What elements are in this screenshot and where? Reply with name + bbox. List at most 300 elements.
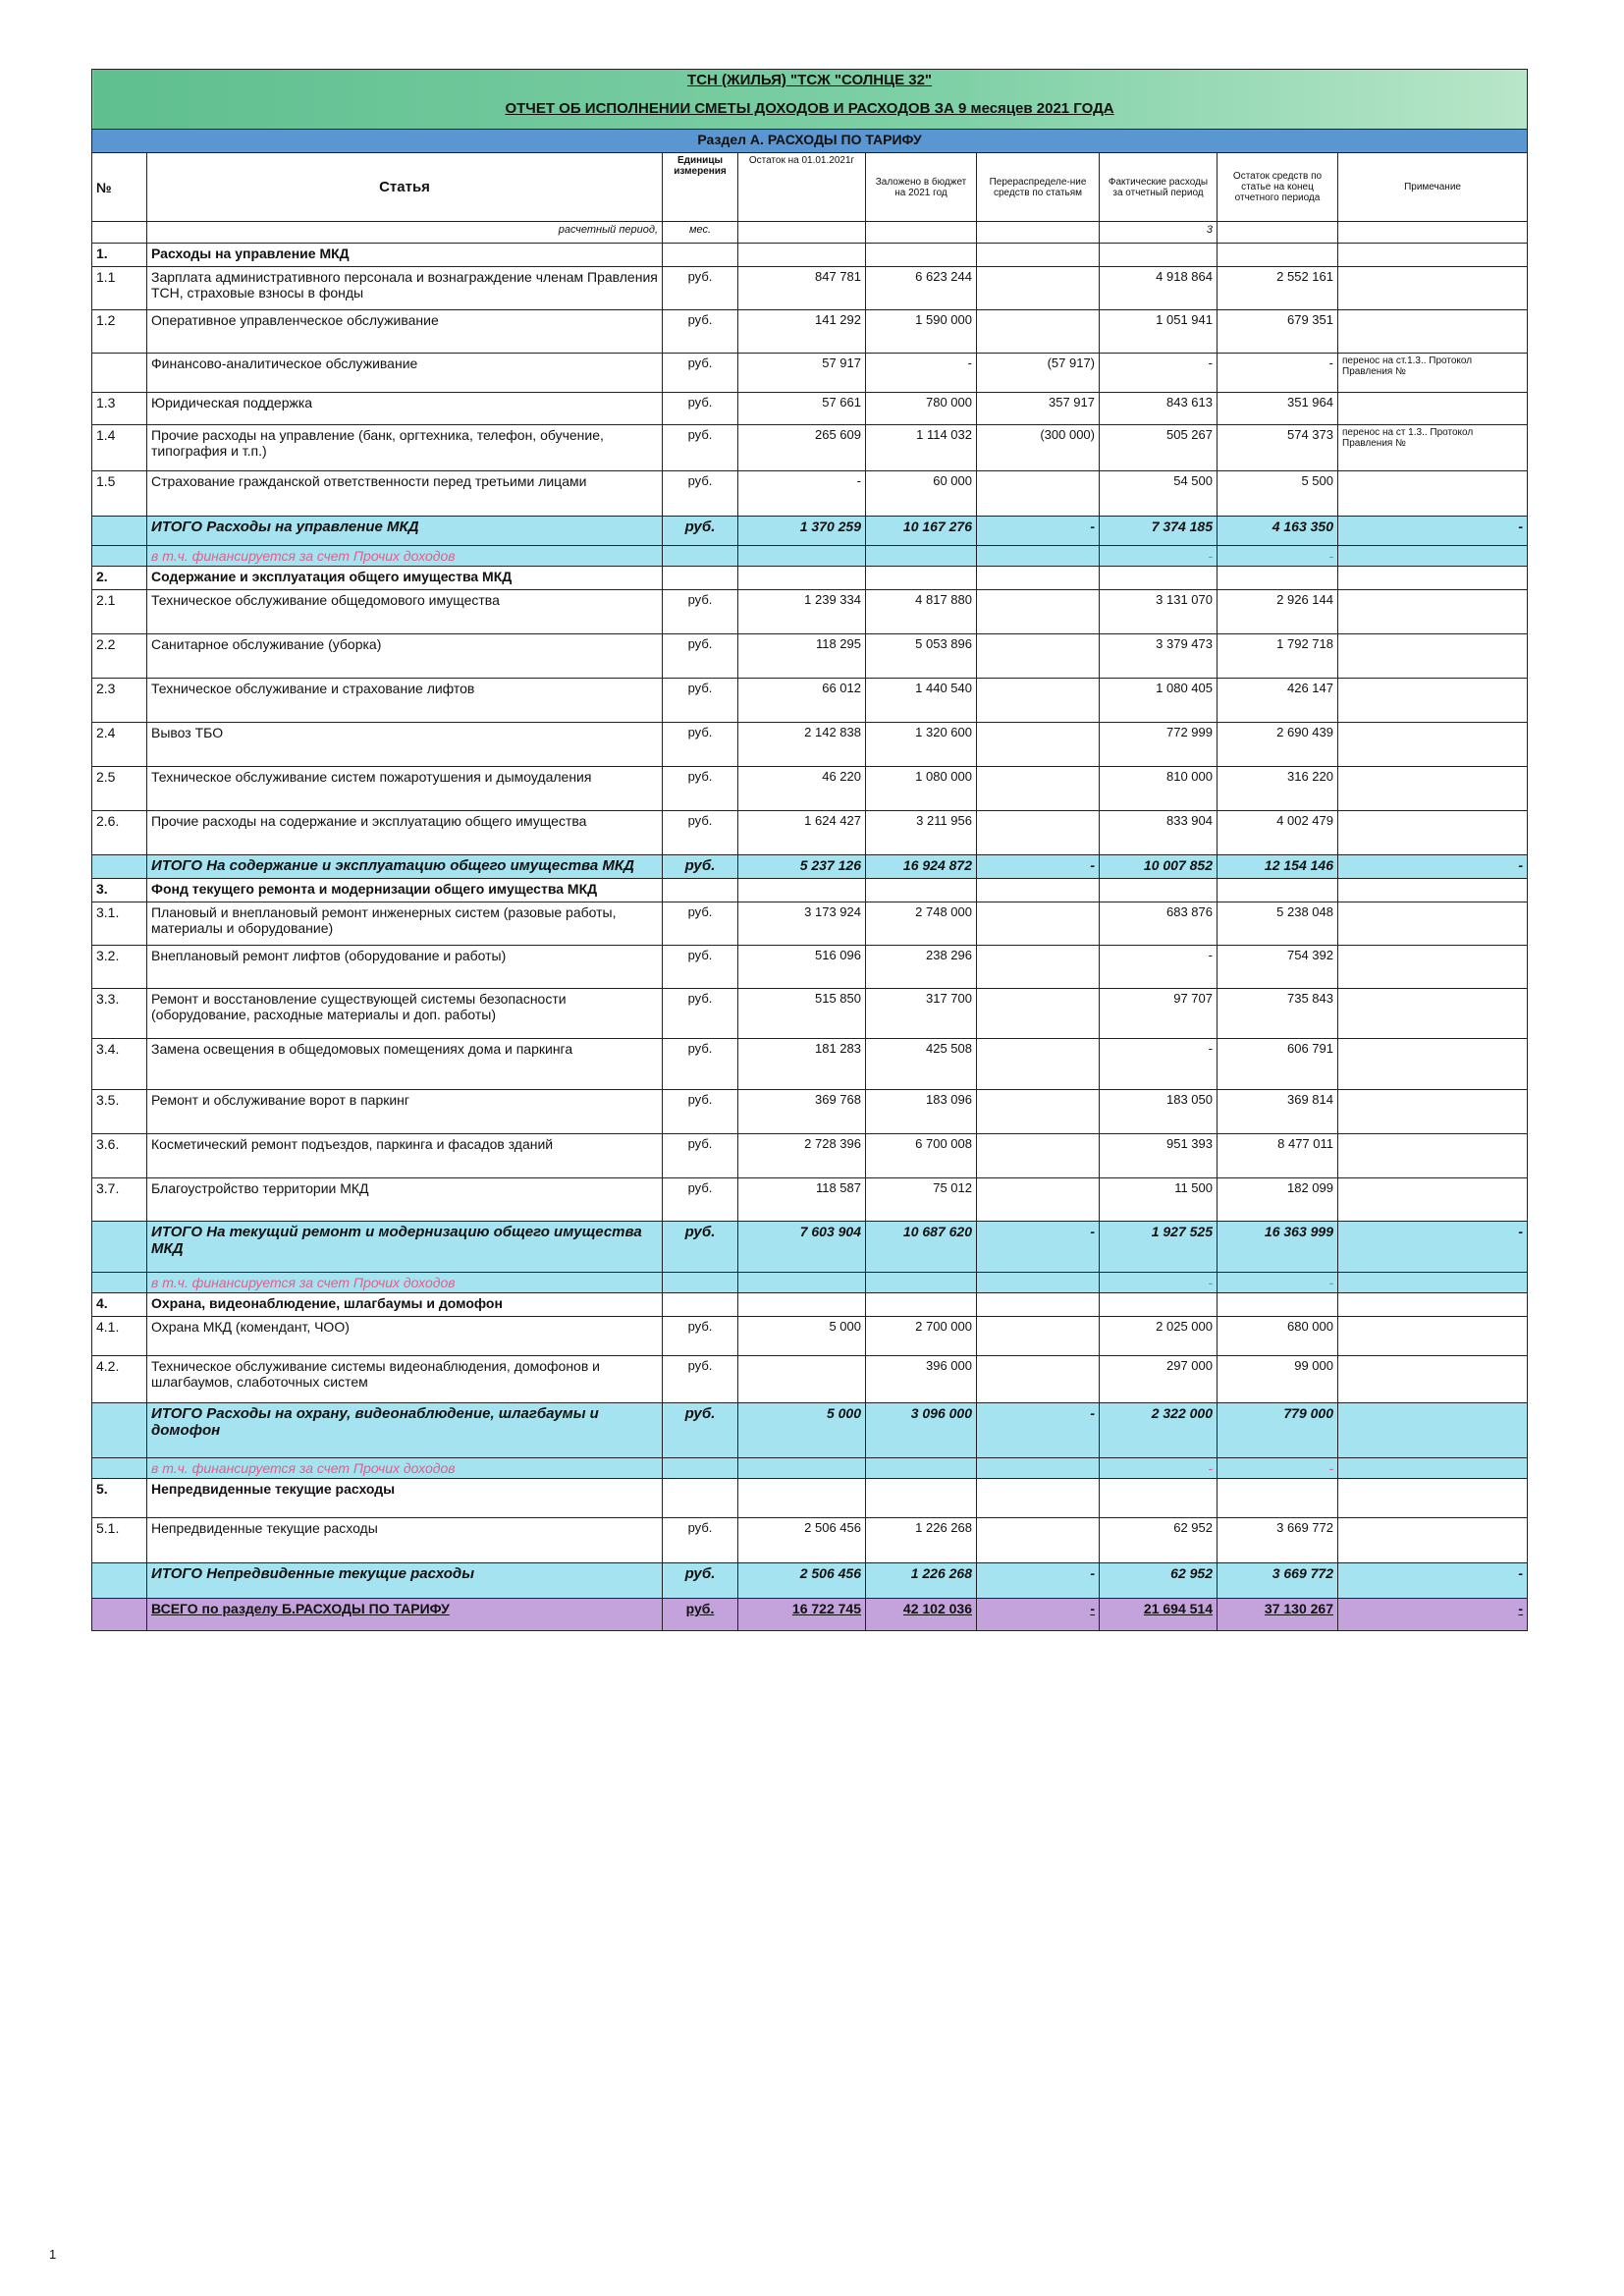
row-no: 3.3. [92, 989, 147, 1039]
group-no: 5. [92, 1479, 147, 1518]
group-title: Расходы на управление МКД [147, 244, 663, 267]
table-row [92, 310, 1528, 354]
financing-label: в т.ч. финансируется за счет Прочих доходов [147, 1458, 663, 1479]
row-actual: 97 707 [1100, 989, 1218, 1039]
financing-balance-end: - [1218, 1273, 1338, 1293]
group-no: 1. [92, 244, 147, 267]
total-budget: 1 226 268 [866, 1563, 977, 1599]
row-balance-start: 1 239 334 [738, 590, 866, 634]
row-note [1338, 811, 1528, 855]
row-balance-start: 118 587 [738, 1178, 866, 1222]
row-balance-end: 606 791 [1218, 1039, 1338, 1090]
group-row [92, 1293, 1528, 1317]
financing-row [92, 546, 1528, 567]
row-balance-start: 5 000 [738, 1317, 866, 1356]
row-redistribution [977, 267, 1100, 310]
col-budget: Заложено в бюджет на 2021 год [866, 153, 977, 222]
row-balance-start: 118 295 [738, 634, 866, 679]
group-row [92, 567, 1528, 590]
row-budget: 2 700 000 [866, 1317, 977, 1356]
report-sheet [91, 69, 1527, 1631]
row-item: Охрана МКД (комендант, ЧОО) [147, 1317, 663, 1356]
col-note: Примечание [1338, 153, 1528, 222]
table-row [92, 354, 1528, 393]
row-redistribution [977, 1178, 1100, 1222]
row-balance-end: 351 964 [1218, 393, 1338, 425]
row-balance-end: 182 099 [1218, 1178, 1338, 1222]
row-note [1338, 471, 1528, 517]
table-row [92, 1317, 1528, 1356]
row-unit: руб. [663, 267, 738, 310]
row-budget: 317 700 [866, 989, 977, 1039]
row-balance-start: 2 142 838 [738, 723, 866, 767]
row-redistribution [977, 679, 1100, 723]
total-actual: 7 374 185 [1100, 517, 1218, 546]
row-budget: 238 296 [866, 946, 977, 989]
row-item: Прочие расходы на управление (банк, оргтехника, телефон, обучение, типография и т.п.) [147, 425, 663, 471]
group-title: Содержание и эксплуатация общего имущества МКД [147, 567, 663, 590]
row-redistribution [977, 723, 1100, 767]
total-balance-end: 779 000 [1218, 1403, 1338, 1458]
budget-report-table [91, 69, 1528, 1631]
row-redistribution [977, 1134, 1100, 1178]
row-actual: 843 613 [1100, 393, 1218, 425]
section-title-row [92, 130, 1528, 153]
grand-total-note: - [1338, 1599, 1528, 1631]
row-item: Ремонт и восстановление существующей системы безопасности (оборудование, расходные материалы и доп. работы) [147, 989, 663, 1039]
row-actual: 3 131 070 [1100, 590, 1218, 634]
row-item: Вывоз ТБО [147, 723, 663, 767]
table-row [92, 471, 1528, 517]
row-note [1338, 1518, 1528, 1563]
col-balance-end: Остаток средств по статье на конец отчетного периода [1218, 153, 1338, 222]
row-balance-end: - [1218, 354, 1338, 393]
row-redistribution [977, 1090, 1100, 1134]
table-row [92, 679, 1528, 723]
row-actual: 2 025 000 [1100, 1317, 1218, 1356]
row-actual: 810 000 [1100, 767, 1218, 811]
row-no: 3.5. [92, 1090, 147, 1134]
row-no: 1.2 [92, 310, 147, 354]
row-no: 3.7. [92, 1178, 147, 1222]
financing-row [92, 1458, 1528, 1479]
row-note [1338, 946, 1528, 989]
row-note [1338, 590, 1528, 634]
grand-total-unit: руб. [663, 1599, 738, 1631]
total-balance-start: 2 506 456 [738, 1563, 866, 1599]
row-item: Замена освещения в общедомовых помещениях дома и паркинга [147, 1039, 663, 1090]
group-row [92, 244, 1528, 267]
row-unit: руб. [663, 902, 738, 946]
total-row [92, 1222, 1528, 1273]
row-unit: руб. [663, 393, 738, 425]
row-note: перенос на ст 1.3.. Протокол Правления № [1338, 425, 1528, 471]
row-item: Юридическая поддержка [147, 393, 663, 425]
row-redistribution [977, 767, 1100, 811]
row-redistribution: 357 917 [977, 393, 1100, 425]
row-unit: руб. [663, 811, 738, 855]
row-no: 2.1 [92, 590, 147, 634]
row-note [1338, 679, 1528, 723]
row-note [1338, 767, 1528, 811]
row-no: 4.2. [92, 1356, 147, 1403]
row-unit: руб. [663, 1090, 738, 1134]
total-actual: 10 007 852 [1100, 855, 1218, 879]
row-no: 2.2 [92, 634, 147, 679]
table-row [92, 425, 1528, 471]
row-item: Техническое обслуживание системы видеонаблюдения, домофонов и шлагбаумов, слаботочных систем [147, 1356, 663, 1403]
row-actual: 11 500 [1100, 1178, 1218, 1222]
total-unit: руб. [663, 1222, 738, 1273]
row-note [1338, 1178, 1528, 1222]
row-item: Плановый и внеплановый ремонт инженерных систем (разовые работы, материалы и оборудование) [147, 902, 663, 946]
row-unit: руб. [663, 1134, 738, 1178]
row-budget: 1 080 000 [866, 767, 977, 811]
row-item: Санитарное обслуживание (уборка) [147, 634, 663, 679]
row-balance-start: 66 012 [738, 679, 866, 723]
row-actual: 54 500 [1100, 471, 1218, 517]
table-row [92, 1039, 1528, 1090]
row-no: 1.4 [92, 425, 147, 471]
row-redistribution [977, 1317, 1100, 1356]
row-item: Благоустройство территории МКД [147, 1178, 663, 1222]
row-budget: 1 226 268 [866, 1518, 977, 1563]
financing-label: в т.ч. финансируется за счет Прочих доходов [147, 1273, 663, 1293]
row-item: Финансово-аналитическое обслуживание [147, 354, 663, 393]
row-actual: - [1100, 354, 1218, 393]
row-no: 3.6. [92, 1134, 147, 1178]
total-balance-end: 4 163 350 [1218, 517, 1338, 546]
row-no: 4.1. [92, 1317, 147, 1356]
period-row [92, 222, 1528, 244]
row-balance-start: 46 220 [738, 767, 866, 811]
row-note [1338, 723, 1528, 767]
col-balance-start: Остаток на 01.01.2021г [738, 153, 866, 222]
row-redistribution [977, 471, 1100, 517]
row-no: 2.4 [92, 723, 147, 767]
row-unit: руб. [663, 679, 738, 723]
row-actual: 3 379 473 [1100, 634, 1218, 679]
row-no: 5.1. [92, 1518, 147, 1563]
row-budget: 75 012 [866, 1178, 977, 1222]
row-budget: 1 440 540 [866, 679, 977, 723]
total-balance-start: 7 603 904 [738, 1222, 866, 1273]
row-unit: руб. [663, 471, 738, 517]
total-label: ИТОГО Непредвиденные текущие расходы [147, 1563, 663, 1599]
period-unit: мес. [663, 222, 738, 244]
row-balance-end: 3 669 772 [1218, 1518, 1338, 1563]
row-unit: руб. [663, 310, 738, 354]
col-no: № [92, 153, 147, 222]
total-row [92, 855, 1528, 879]
row-budget: 60 000 [866, 471, 977, 517]
row-redistribution [977, 811, 1100, 855]
row-balance-start: - [738, 471, 866, 517]
table-row [92, 267, 1528, 310]
total-row [92, 1403, 1528, 1458]
row-balance-end: 754 392 [1218, 946, 1338, 989]
row-budget: 3 211 956 [866, 811, 977, 855]
total-actual: 62 952 [1100, 1563, 1218, 1599]
row-balance-start: 369 768 [738, 1090, 866, 1134]
row-note [1338, 1039, 1528, 1090]
row-unit: руб. [663, 425, 738, 471]
row-unit: руб. [663, 1039, 738, 1090]
row-balance-end: 2 690 439 [1218, 723, 1338, 767]
row-note [1338, 634, 1528, 679]
row-item: Внеплановый ремонт лифтов (оборудование и работы) [147, 946, 663, 989]
row-redistribution: (300 000) [977, 425, 1100, 471]
grand-total-row [92, 1599, 1528, 1631]
financing-balance-end: - [1218, 1458, 1338, 1479]
row-actual: 297 000 [1100, 1356, 1218, 1403]
row-item: Зарплата административного персонала и вознаграждение членам Правления ТСН, страховые взносы в фонды [147, 267, 663, 310]
row-balance-end: 5 238 048 [1218, 902, 1338, 946]
financing-actual: - [1100, 1458, 1218, 1479]
row-note [1338, 1317, 1528, 1356]
row-balance-start: 516 096 [738, 946, 866, 989]
row-balance-end: 574 373 [1218, 425, 1338, 471]
table-row [92, 902, 1528, 946]
report-title-row [92, 98, 1528, 130]
row-item: Техническое обслуживание общедомового имущества [147, 590, 663, 634]
row-unit: руб. [663, 1356, 738, 1403]
row-unit: руб. [663, 946, 738, 989]
row-unit: руб. [663, 1518, 738, 1563]
row-budget: 6 623 244 [866, 267, 977, 310]
total-note [1338, 1403, 1528, 1458]
row-note [1338, 1134, 1528, 1178]
row-balance-end: 5 500 [1218, 471, 1338, 517]
table-row [92, 723, 1528, 767]
grand-total-balance-end: 37 130 267 [1218, 1599, 1338, 1631]
row-no: 1.1 [92, 267, 147, 310]
row-balance-end: 369 814 [1218, 1090, 1338, 1134]
row-budget: 396 000 [866, 1356, 977, 1403]
table-row [92, 590, 1528, 634]
row-redistribution [977, 1039, 1100, 1090]
row-budget: 183 096 [866, 1090, 977, 1134]
row-balance-start: 181 283 [738, 1039, 866, 1090]
row-budget: - [866, 354, 977, 393]
table-row [92, 1178, 1528, 1222]
row-no: 3.2. [92, 946, 147, 989]
row-actual: 1 080 405 [1100, 679, 1218, 723]
total-label: ИТОГО На текущий ремонт и модернизацию общего имущества МКД [147, 1222, 663, 1273]
row-balance-start: 2 728 396 [738, 1134, 866, 1178]
row-redistribution [977, 310, 1100, 354]
row-budget: 4 817 880 [866, 590, 977, 634]
row-actual: 951 393 [1100, 1134, 1218, 1178]
row-unit: руб. [663, 634, 738, 679]
row-note [1338, 1090, 1528, 1134]
total-unit: руб. [663, 517, 738, 546]
grand-total-balance-start: 16 722 745 [738, 1599, 866, 1631]
row-redistribution [977, 946, 1100, 989]
row-budget: 5 053 896 [866, 634, 977, 679]
total-balance-start: 5 000 [738, 1403, 866, 1458]
section-title: Раздел А. РАСХОДЫ ПО ТАРИФУ [92, 130, 1528, 153]
report-title: ОТЧЕТ ОБ ИСПОЛНЕНИИ СМЕТЫ ДОХОДОВ И РАСХОДОВ ЗА 9 месяцев 2021 ГОДА [92, 98, 1528, 130]
row-unit: руб. [663, 1178, 738, 1222]
org-title-row [92, 70, 1528, 98]
row-balance-end: 735 843 [1218, 989, 1338, 1039]
total-budget: 16 924 872 [866, 855, 977, 879]
row-no: 2.3 [92, 679, 147, 723]
total-actual: 1 927 525 [1100, 1222, 1218, 1273]
row-balance-end: 8 477 011 [1218, 1134, 1338, 1178]
period-label: расчетный период, [147, 222, 663, 244]
row-redistribution [977, 1356, 1100, 1403]
row-budget: 780 000 [866, 393, 977, 425]
row-item: Страхование гражданской ответственности перед третьими лицами [147, 471, 663, 517]
total-redistribution: - [977, 1403, 1100, 1458]
grand-total-budget: 42 102 036 [866, 1599, 977, 1631]
row-item: Косметический ремонт подъездов, паркинга и фасадов зданий [147, 1134, 663, 1178]
financing-actual: - [1100, 1273, 1218, 1293]
col-redistribution: Перераспределе-ние средств по статьям [977, 153, 1100, 222]
row-redistribution [977, 634, 1100, 679]
row-unit: руб. [663, 1317, 738, 1356]
total-budget: 10 167 276 [866, 517, 977, 546]
row-actual: 505 267 [1100, 425, 1218, 471]
period-value: 3 [1100, 222, 1218, 244]
row-balance-start: 57 661 [738, 393, 866, 425]
row-item: Непредвиденные текущие расходы [147, 1518, 663, 1563]
group-title: Непредвиденные текущие расходы [147, 1479, 663, 1518]
table-row [92, 1134, 1528, 1178]
total-unit: руб. [663, 855, 738, 879]
row-budget: 6 700 008 [866, 1134, 977, 1178]
row-redistribution [977, 989, 1100, 1039]
row-balance-end: 316 220 [1218, 767, 1338, 811]
total-unit: руб. [663, 1403, 738, 1458]
row-note [1338, 902, 1528, 946]
row-balance-start: 57 917 [738, 354, 866, 393]
row-balance-end: 679 351 [1218, 310, 1338, 354]
row-budget: 425 508 [866, 1039, 977, 1090]
row-no: 1.5 [92, 471, 147, 517]
total-budget: 3 096 000 [866, 1403, 977, 1458]
table-row [92, 634, 1528, 679]
row-budget: 1 590 000 [866, 310, 977, 354]
total-balance-end: 12 154 146 [1218, 855, 1338, 879]
row-no: 2.6. [92, 811, 147, 855]
row-balance-start [738, 1356, 866, 1403]
row-balance-start: 141 292 [738, 310, 866, 354]
group-row [92, 1479, 1528, 1518]
row-budget: 1 320 600 [866, 723, 977, 767]
group-row [92, 879, 1528, 902]
row-no: 3.4. [92, 1039, 147, 1090]
row-balance-start: 3 173 924 [738, 902, 866, 946]
row-redistribution [977, 590, 1100, 634]
row-actual: 183 050 [1100, 1090, 1218, 1134]
financing-label: в т.ч. финансируется за счет Прочих доходов [147, 546, 663, 567]
total-note: - [1338, 1222, 1528, 1273]
row-unit: руб. [663, 767, 738, 811]
row-unit: руб. [663, 723, 738, 767]
row-balance-end: 2 926 144 [1218, 590, 1338, 634]
financing-actual: - [1100, 546, 1218, 567]
row-unit: руб. [663, 590, 738, 634]
row-note [1338, 1356, 1528, 1403]
total-redistribution: - [977, 1563, 1100, 1599]
column-header-row [92, 153, 1528, 222]
row-item: Прочие расходы на содержание и эксплуатацию общего имущества [147, 811, 663, 855]
row-redistribution [977, 1518, 1100, 1563]
row-actual: 683 876 [1100, 902, 1218, 946]
row-actual: 833 904 [1100, 811, 1218, 855]
row-redistribution: (57 917) [977, 354, 1100, 393]
row-balance-end: 99 000 [1218, 1356, 1338, 1403]
row-actual: - [1100, 946, 1218, 989]
col-unit: Единицы измерения [663, 153, 738, 222]
total-row [92, 1563, 1528, 1599]
financing-row [92, 1273, 1528, 1293]
group-no: 4. [92, 1293, 147, 1317]
row-actual: 1 051 941 [1100, 310, 1218, 354]
row-actual: 4 918 864 [1100, 267, 1218, 310]
total-note: - [1338, 1563, 1528, 1599]
row-balance-end: 426 147 [1218, 679, 1338, 723]
org-title: ТСН (ЖИЛЬЯ) "ТСЖ "СОЛНЦЕ 32" [92, 70, 1528, 98]
total-redistribution: - [977, 855, 1100, 879]
grand-total-label: ВСЕГО по разделу Б.РАСХОДЫ ПО ТАРИФУ [147, 1599, 663, 1631]
row-budget: 1 114 032 [866, 425, 977, 471]
row-balance-start: 515 850 [738, 989, 866, 1039]
col-actual: Фактические расходы за отчетный период [1100, 153, 1218, 222]
row-item: Техническое обслуживание и страхование лифтов [147, 679, 663, 723]
table-row [92, 393, 1528, 425]
group-title: Фонд текущего ремонта и модернизации общего имущества МКД [147, 879, 663, 902]
row-balance-start: 847 781 [738, 267, 866, 310]
row-balance-start: 265 609 [738, 425, 866, 471]
total-redistribution: - [977, 1222, 1100, 1273]
total-row [92, 517, 1528, 546]
total-budget: 10 687 620 [866, 1222, 977, 1273]
total-note: - [1338, 517, 1528, 546]
group-no: 2. [92, 567, 147, 590]
row-actual: 62 952 [1100, 1518, 1218, 1563]
row-note: перенос на ст.1.3.. Протокол Правления № [1338, 354, 1528, 393]
row-note [1338, 393, 1528, 425]
table-row [92, 1518, 1528, 1563]
table-row [92, 1090, 1528, 1134]
row-balance-end: 680 000 [1218, 1317, 1338, 1356]
col-item: Статья [147, 153, 663, 222]
row-item: Техническое обслуживание систем пожаротушения и дымоудаления [147, 767, 663, 811]
row-actual: 772 999 [1100, 723, 1218, 767]
total-balance-end: 16 363 999 [1218, 1222, 1338, 1273]
row-no [92, 354, 147, 393]
row-note [1338, 310, 1528, 354]
grand-total-redistribution: - [977, 1599, 1100, 1631]
row-item: Ремонт и обслуживание ворот в паркинг [147, 1090, 663, 1134]
row-balance-start: 2 506 456 [738, 1518, 866, 1563]
table-row [92, 811, 1528, 855]
table-row [92, 1356, 1528, 1403]
row-balance-end: 2 552 161 [1218, 267, 1338, 310]
total-label: ИТОГО Расходы на охрану, видеонаблюдение, шлагбаумы и домофон [147, 1403, 663, 1458]
row-note [1338, 989, 1528, 1039]
total-actual: 2 322 000 [1100, 1403, 1218, 1458]
table-row [92, 989, 1528, 1039]
row-no: 1.3 [92, 393, 147, 425]
total-note: - [1338, 855, 1528, 879]
total-label: ИТОГО На содержание и эксплуатацию общего имущества МКД [147, 855, 663, 879]
row-item: Оперативное управленческое обслуживание [147, 310, 663, 354]
